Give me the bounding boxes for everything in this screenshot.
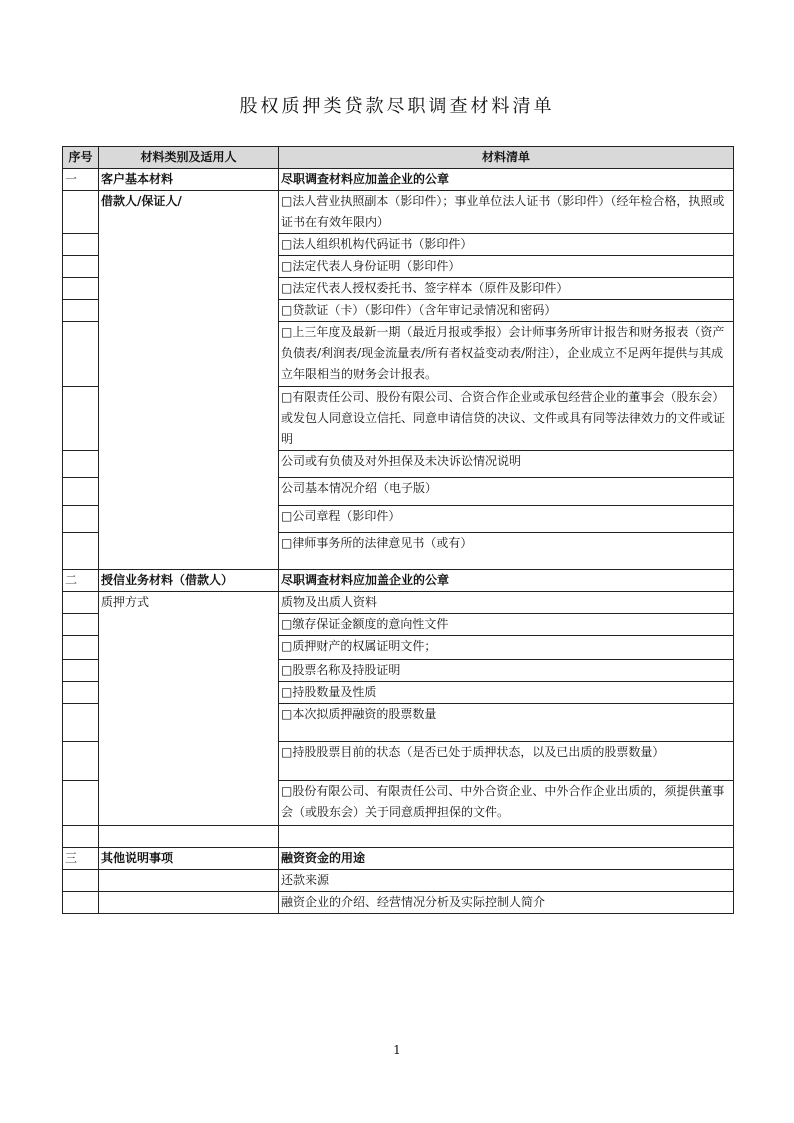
table-row: [63, 826, 734, 848]
applicant-cell: [99, 870, 279, 892]
section-number: 二: [63, 570, 99, 592]
table-row: [63, 570, 734, 592]
material-item: □缴存保证金额度的意向性文件: [279, 614, 734, 636]
section-note: 尽职调查材料应加盖企业的公章: [279, 169, 734, 191]
applicant-cell: 质押方式: [99, 592, 279, 826]
row-number: [63, 636, 99, 660]
materials-table: [62, 146, 734, 914]
row-number: [63, 742, 99, 781]
material-item: □持股数量及性质: [279, 682, 734, 704]
applicant-cell: 借款人/保证人/: [99, 191, 279, 570]
row-number: [63, 256, 99, 278]
applicant-cell: [99, 892, 279, 914]
row-number: [63, 191, 99, 234]
row-number: [63, 533, 99, 570]
section-number: 一: [63, 169, 99, 191]
table-row: [63, 191, 734, 234]
page-number: 1: [393, 1043, 401, 1057]
table-row: [63, 892, 734, 914]
table-row: [63, 169, 734, 191]
table-row: [63, 592, 734, 614]
row-number: [63, 682, 99, 704]
material-item: □股票名称及持股证明: [279, 660, 734, 682]
header-category: 材料类别及适用人: [99, 147, 279, 169]
row-number: [63, 506, 99, 533]
row-number: [63, 451, 99, 478]
header-no: 序号: [63, 147, 99, 169]
section-number: 三: [63, 848, 99, 870]
row-number: [63, 592, 99, 614]
header-list: 材料清单: [279, 147, 734, 169]
section-category: 客户基本材料: [99, 169, 279, 191]
material-item: 融资企业的介绍、经营情况分析及实际控制人简介: [279, 892, 734, 914]
material-item: □持股股票目前的状态（是否已处于质押状态，以及已出质的股票数量）: [279, 742, 734, 781]
material-item: □法人组织机构代码证书（影印件）: [279, 234, 734, 256]
row-number: [63, 870, 99, 892]
row-number: [63, 234, 99, 256]
row-number: [63, 704, 99, 742]
material-item: 还款来源: [279, 870, 734, 892]
material-item: □上三年度及最新一期（最近月报或季报）会计师事务所审计报告和财务报表（资产负债表/利润表/现金流量表/所有者权益变动表/附注），企业成立不足两年提供与其成立年限相当的财务会计报表。: [279, 322, 734, 387]
material-item: □法定代表人授权委托书、签字样本（原件及影印件）: [279, 278, 734, 300]
material-item: 质物及出质人资料: [279, 592, 734, 614]
material-item: [279, 826, 734, 848]
material-item: □有限责任公司、股份有限公司、合资合作企业或承包经营企业的董事会（股东会）或发包人同意设立信托、同意申请信贷的决议、文件或具有同等法律效力的文件或证明: [279, 387, 734, 451]
row-number: [63, 781, 99, 826]
material-item: 公司基本情况介绍（电子版）: [279, 478, 734, 506]
row-number: [63, 660, 99, 682]
row-number: [63, 614, 99, 636]
material-item: 公司或有负债及对外担保及未决诉讼情况说明: [279, 451, 734, 478]
material-item: □律师事务所的法律意见书（或有）: [279, 533, 734, 570]
material-item: □贷款证（卡）（影印件）（含年审记录情况和密码）: [279, 300, 734, 322]
table-header-row: [63, 147, 734, 169]
row-number: [63, 278, 99, 300]
material-item: □法定代表人身份证明（影印件）: [279, 256, 734, 278]
material-item: □质押财产的权属证明文件；: [279, 636, 734, 660]
row-number: [63, 322, 99, 387]
document-title: 股权质押类贷款尽职调查材料清单: [239, 96, 555, 117]
row-number: [63, 387, 99, 451]
row-number: [63, 892, 99, 914]
section-category: 授信业务材料（借款人）: [99, 570, 279, 592]
table-row: [63, 848, 734, 870]
row-number: [63, 478, 99, 506]
applicant-cell: [99, 826, 279, 848]
section-category: 其他说明事项: [99, 848, 279, 870]
material-item: □公司章程（影印件）: [279, 506, 734, 533]
material-item: □股份有限公司、有限责任公司、中外合资企业、中外合作企业出质的，须提供董事会（或股东会）关于同意质押担保的文件。: [279, 781, 734, 826]
section-note: 尽职调查材料应加盖企业的公章: [279, 570, 734, 592]
material-item: □本次拟质押融资的股票数量: [279, 704, 734, 742]
material-item: □法人营业执照副本（影印件）；事业单位法人证书（影印件）（经年检合格，执照或证书在有效年限内）: [279, 191, 734, 234]
row-number: [63, 826, 99, 848]
row-number: [63, 300, 99, 322]
section-note: 融资资金的用途: [279, 848, 734, 870]
table-row: [63, 870, 734, 892]
